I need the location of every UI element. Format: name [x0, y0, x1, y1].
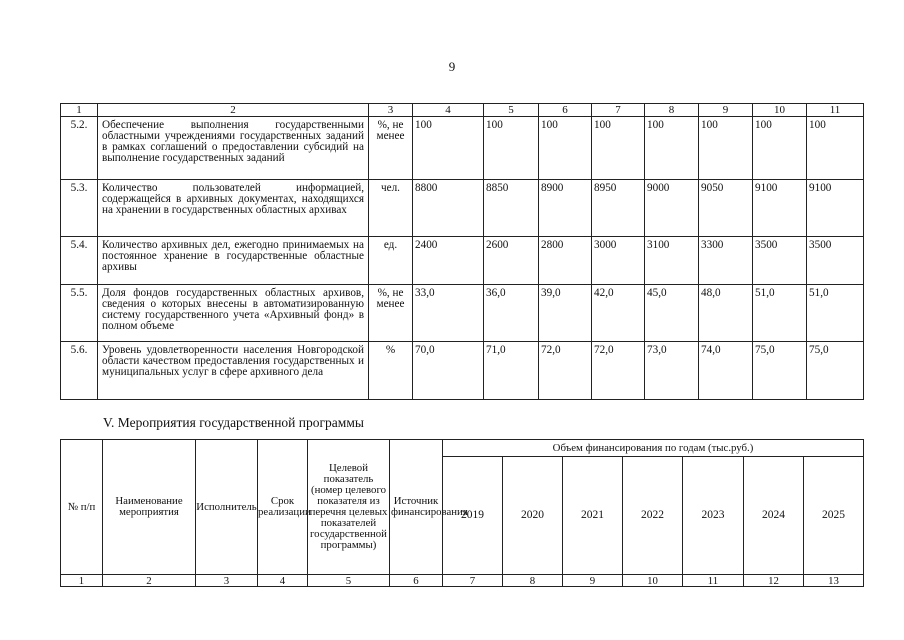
value-cell: 71,0 — [484, 342, 539, 400]
indicator-row — [61, 237, 864, 285]
column-number: 3 — [196, 575, 258, 587]
column-number: 6 — [390, 575, 443, 587]
value-cell: 75,0 — [807, 342, 864, 400]
column-number: 8 — [503, 575, 563, 587]
indicator-row — [61, 117, 864, 180]
value-cell: 2600 — [484, 237, 539, 285]
value-cell: 42,0 — [592, 285, 645, 342]
value-cell: 3500 — [753, 237, 807, 285]
column-number: 7 — [443, 575, 503, 587]
column-numbering-row — [61, 575, 864, 587]
measures-table — [60, 439, 864, 587]
value-cell: 100 — [413, 117, 484, 180]
column-number: 11 — [683, 575, 744, 587]
value-cell: 39,0 — [539, 285, 592, 342]
indicator-row — [61, 285, 864, 342]
year-header: 2019 — [443, 457, 503, 575]
column-number: 1 — [61, 104, 98, 117]
year-header: 2023 — [683, 457, 744, 575]
column-number: 6 — [539, 104, 592, 117]
value-cell: 9050 — [699, 180, 753, 237]
value-cell: 36,0 — [484, 285, 539, 342]
value-cell: 100 — [699, 117, 753, 180]
column-number: 4 — [258, 575, 308, 587]
value-cell: 75,0 — [753, 342, 807, 400]
row-number: 5.2. — [61, 117, 98, 180]
value-cell: 8800 — [413, 180, 484, 237]
value-cell: 2800 — [539, 237, 592, 285]
indicator-name: Количество архивных дел, ежегодно принимаемых на постоянное хранение в государственные областные архивы — [98, 237, 369, 285]
indicator-name: Обеспечение выполнения государственными областными учреждениями государственных заданий в рамках соглашений о предоставлении субсидий на выполнение государственных заданий — [98, 117, 369, 180]
value-cell: 73,0 — [645, 342, 699, 400]
column-number: 13 — [804, 575, 864, 587]
indicator-row — [61, 180, 864, 237]
unit: %, не менее — [369, 117, 413, 180]
unit: %, не менее — [369, 285, 413, 342]
year-header: 2022 — [623, 457, 683, 575]
year-header: 2024 — [744, 457, 804, 575]
value-cell: 100 — [484, 117, 539, 180]
indicator-name: Доля фондов государственных областных архивов, сведения о которых внесены в автоматизированную систему государственного учета «Архивный фонд» в полном объеме — [98, 285, 369, 342]
column-number: 4 — [413, 104, 484, 117]
page-number: 9 — [448, 59, 456, 74]
value-cell: 3000 — [592, 237, 645, 285]
value-cell: 3100 — [645, 237, 699, 285]
column-number: 1 — [61, 575, 103, 587]
column-number: 2 — [98, 104, 369, 117]
column-header-num: № п/п — [61, 440, 103, 575]
column-numbering-row — [61, 104, 864, 117]
indicators-table — [60, 103, 864, 400]
row-number: 5.4. — [61, 237, 98, 285]
column-header-target: Целевой показатель (номер целевого показателя из перечня целевых показателей государственной программы) — [308, 440, 390, 575]
value-cell: 3500 — [807, 237, 864, 285]
value-cell: 45,0 — [645, 285, 699, 342]
value-cell: 70,0 — [413, 342, 484, 400]
column-number: 7 — [592, 104, 645, 117]
value-cell: 33,0 — [413, 285, 484, 342]
column-number: 9 — [699, 104, 753, 117]
value-cell: 100 — [807, 117, 864, 180]
column-number: 9 — [563, 575, 623, 587]
value-cell: 48,0 — [699, 285, 753, 342]
year-header: 2020 — [503, 457, 563, 575]
indicator-row — [61, 342, 864, 400]
column-number: 5 — [308, 575, 390, 587]
section-heading: V. Мероприятия государственной программы — [103, 415, 364, 430]
value-cell: 9100 — [753, 180, 807, 237]
column-number: 10 — [623, 575, 683, 587]
value-cell: 74,0 — [699, 342, 753, 400]
value-cell: 100 — [753, 117, 807, 180]
column-header-term: Срок реализации — [258, 440, 308, 575]
indicator-name: Уровень удовлетворенности населения Новгородской области качеством предоставления государственных и муниципальных услуг в сфере архивного дела — [98, 342, 369, 400]
value-cell: 8900 — [539, 180, 592, 237]
column-header-executor: Исполнитель — [196, 440, 258, 575]
value-cell: 9000 — [645, 180, 699, 237]
value-cell: 9100 — [807, 180, 864, 237]
column-number: 11 — [807, 104, 864, 117]
unit: % — [369, 342, 413, 400]
indicator-name: Количество пользователей информацией, содержащейся в архивных документах, находящихся на хранении в государственных областных архивах — [98, 180, 369, 237]
value-cell: 100 — [592, 117, 645, 180]
year-header: 2021 — [563, 457, 623, 575]
row-number: 5.6. — [61, 342, 98, 400]
column-header-financing: Объем финансирования по годам (тыс.руб.) — [443, 440, 864, 457]
value-cell: 51,0 — [753, 285, 807, 342]
value-cell: 8950 — [592, 180, 645, 237]
value-cell: 3300 — [699, 237, 753, 285]
column-number: 2 — [103, 575, 196, 587]
column-number: 10 — [753, 104, 807, 117]
year-header: 2025 — [804, 457, 864, 575]
column-number: 5 — [484, 104, 539, 117]
header-row — [61, 440, 864, 457]
value-cell: 2400 — [413, 237, 484, 285]
column-header-name: Наименование мероприятия — [103, 440, 196, 575]
column-number: 12 — [744, 575, 804, 587]
column-header-source: Источник финансирования — [390, 440, 443, 575]
row-number: 5.5. — [61, 285, 98, 342]
unit: чел. — [369, 180, 413, 237]
value-cell: 51,0 — [807, 285, 864, 342]
row-number: 5.3. — [61, 180, 98, 237]
value-cell: 100 — [645, 117, 699, 180]
unit: ед. — [369, 237, 413, 285]
value-cell: 72,0 — [539, 342, 592, 400]
value-cell: 100 — [539, 117, 592, 180]
value-cell: 72,0 — [592, 342, 645, 400]
column-number: 3 — [369, 104, 413, 117]
column-number: 8 — [645, 104, 699, 117]
value-cell: 8850 — [484, 180, 539, 237]
